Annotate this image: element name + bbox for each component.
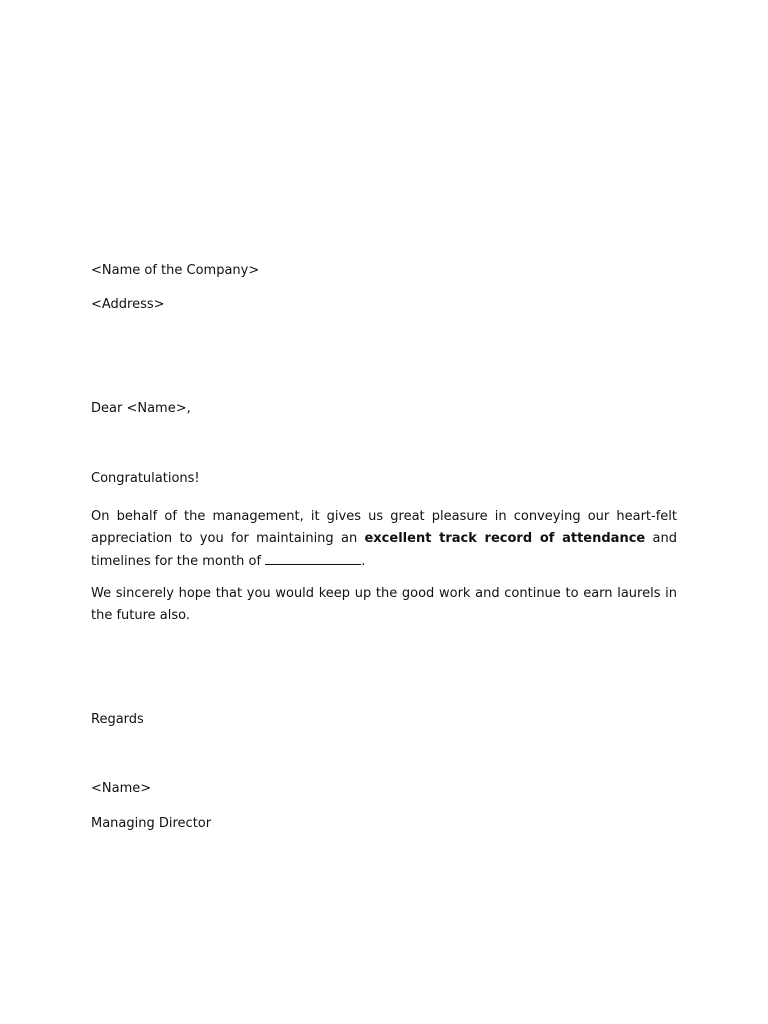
paragraph-text-start: On behalf of the management, it gives us great pleasure in conveying our heart-felt appreciation to you for maintaining an xyxy=(91,509,677,546)
company-name-line: <Name of the Company> xyxy=(91,263,260,278)
paragraph-text-middle: and timelines for the month of xyxy=(91,531,678,569)
closing-line: Regards xyxy=(91,712,144,727)
signer-name: <Name> xyxy=(91,781,152,796)
appreciation-paragraph xyxy=(91,506,677,573)
congratulations-line: Congratulations! xyxy=(91,471,200,486)
address-line: <Address> xyxy=(91,297,165,312)
paragraph-text-end: . xyxy=(361,554,366,569)
salutation: Dear <Name>, xyxy=(91,401,191,416)
paragraph-bold-text: excellent track record of attendance xyxy=(364,531,646,546)
hope-paragraph: We sincerely hope that you would keep up the good work and continue to earn laurels in the future also. xyxy=(91,586,677,623)
signer-title: Managing Director xyxy=(91,816,212,831)
month-blank-line xyxy=(265,550,361,565)
